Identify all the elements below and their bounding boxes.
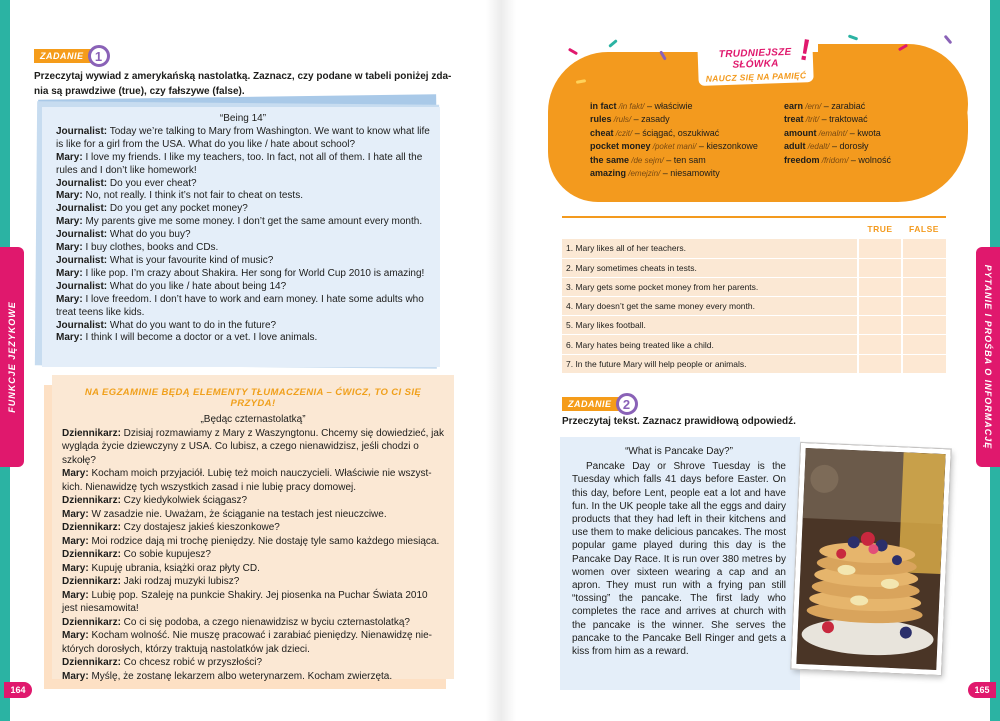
speaker-label: Mary: [62, 468, 89, 479]
speaker-label: Journalist: [56, 280, 108, 292]
true-checkbox-cell[interactable] [858, 297, 902, 316]
dialogue-line [56, 229, 430, 242]
dialogue-line [56, 203, 430, 216]
dialogue-text: What is your favourite kind of music? [107, 254, 274, 266]
table-row [562, 335, 946, 354]
table-header-row [562, 217, 946, 239]
dialogue-line [62, 562, 444, 576]
statement-cell: 4. Mary doesn’t get the same money every month. [562, 297, 858, 316]
dialogue-text: I love freedom. I don’t have to work and earn money. I hate some adults who treat teens like kids. [56, 293, 424, 318]
speaker-label: Mary: [56, 293, 83, 305]
dialogue-text: Today we’re talking to Mary from Washington. We want to know what life is like for a girl from the USA. What do you like / hate about school? [56, 125, 430, 150]
vocab-title-card [697, 38, 813, 86]
vocab-word: treat [784, 114, 804, 125]
vocab-entry [590, 167, 758, 180]
speaker-label: Journalist: [56, 203, 108, 215]
dialogue-text: I think I will become a doctor or a vet. I love animals. [82, 332, 318, 344]
vocab-subtitle: NAUCZ SIĘ NA PAMIĘĆ [705, 70, 807, 84]
statement-cell: 2. Mary sometimes cheats in tests. [562, 258, 858, 277]
dialogue-line [56, 178, 430, 191]
task-1-instruction-line: Przeczytaj wywiad z amerykańską nastolatką. Zaznacz, czy podane w tabeli poniżej zda- [34, 71, 452, 82]
vocab-entry [784, 127, 891, 140]
table-body [562, 239, 946, 373]
dialogue-text: Kupuję ubrania, książki oraz płyty CD. [88, 562, 260, 574]
vocab-entry [590, 140, 758, 153]
vocab-meaning: – ten sam [663, 154, 706, 165]
interview-dialogue [56, 126, 430, 345]
vocab-meaning: – dorosły [829, 141, 869, 152]
dialogue-line [56, 281, 430, 294]
speaker-label: Journalist: [56, 125, 108, 137]
vocab-entry [784, 140, 891, 153]
dialogue-text: No, not really. I think it’s not fair to cheat on tests. [82, 190, 303, 202]
confetti-icon [608, 39, 618, 48]
vocab-meaning: – wolność [848, 154, 891, 165]
speaker-label: Dziennikarz: [62, 495, 121, 506]
vocab-pronunciation: /de sejm/ [629, 155, 664, 165]
confetti-icon [848, 34, 858, 40]
exclamation-icon: ! [797, 33, 813, 68]
false-checkbox-cell[interactable] [902, 335, 946, 354]
statement-cell: 3. Mary gets some pocket money from her parents. [562, 277, 858, 296]
dialogue-text: Kocham wolność. Nie muszę pracować i zarabiać pieniędzy. Nienawidzę niektórych dorosłych, którzy traktują nastolatków jak dzieci. [62, 630, 433, 655]
speaker-label: Dziennikarz: [62, 576, 121, 587]
vocab-pronunciation: /in fakt/ [616, 102, 645, 111]
dialogue-text: I like pop. I’m crazy about Shakira. Her song for World Cup 2010 is amazing! [82, 267, 425, 279]
table-header-true: TRUE [858, 217, 902, 239]
vocab-word: rules [590, 114, 612, 125]
statement-cell: 5. Mary likes football. [562, 316, 858, 335]
vocab-word: pocket money [590, 141, 651, 152]
vocab-pronunciation: /czit/ [613, 128, 633, 138]
table-row [562, 316, 946, 335]
vocab-word: amount [784, 127, 817, 138]
dialogue-line [62, 494, 444, 508]
speaker-label: Dziennikarz: [62, 549, 121, 560]
side-tab-right-label: PYTANIE I PROŚBA O INFORMACJĘ [983, 264, 993, 450]
task-2-label [562, 393, 638, 415]
table-row [562, 239, 946, 258]
false-checkbox-cell[interactable] [902, 297, 946, 316]
dialogue-text: Kocham moich przyjaciół. Lubię też moich nauczycieli. Właściwie nie wszystkich. Nienawidzę tych wszystkich zasad i nie lubię pracy domowej. [62, 468, 432, 493]
dialogue-line [56, 152, 430, 178]
dialogue-line [62, 670, 444, 684]
vocab-meaning: – ściągać, oszukiwać [632, 127, 720, 138]
reading-box [560, 437, 800, 690]
dialogue-text: I buy clothes, books and CDs. [82, 242, 219, 254]
task-1-number: 1 [88, 45, 110, 67]
vocab-entry [784, 113, 891, 126]
dialogue-line [62, 427, 444, 468]
vocab-entry [590, 127, 758, 140]
vocab-word: earn [784, 101, 804, 111]
false-checkbox-cell[interactable] [902, 239, 946, 258]
false-checkbox-cell[interactable] [902, 316, 946, 335]
translation-title: „Będąc czternastolatką” [200, 414, 306, 425]
translation-dialogue [62, 427, 444, 684]
vocab-pronunciation: /emalnt/ [816, 128, 848, 138]
false-checkbox-cell[interactable] [902, 258, 946, 277]
reading-text: Pancake Day or Shrove Tuesday is the Tuesday which falls 41 days before Easter. On this day, before Lent, people eat a lot and have fun. In the UK people take all the eggs and dairy products that they had left in their kitchens and use them to make delicious pancakes. The most popular game played during this day is the Pancake Day Race. It is run over 380 metres by women over sixteen wearing a cap and an apron. They must run with a frying pan still “tossing” the pancake. The first lady who completes the race and arrives at church with the pancake is the winner. She serves the pancake to the Pancake Bell Ringer and gets a kiss from him as a reward. [572, 461, 786, 658]
table-header-statement [562, 217, 858, 239]
true-false-table [562, 216, 946, 374]
table-row [562, 277, 946, 296]
dialogue-text: What do you like / hate about being 14? [107, 280, 287, 292]
vocab-word: adult [784, 141, 806, 152]
vocab-word: in fact [590, 101, 617, 111]
true-checkbox-cell[interactable] [858, 316, 902, 335]
vocab-meaning: – zarabiać [821, 101, 866, 111]
vocab-meaning: – kwota [847, 127, 881, 138]
dialogue-line [62, 616, 444, 630]
dialogue-line [56, 268, 430, 281]
dialogue-text: What do you buy? [107, 229, 191, 241]
speaker-label: Mary: [62, 562, 89, 574]
dialogue-text: Co chcesz robić w przyszłości? [120, 657, 263, 668]
speaker-label: Mary: [62, 589, 89, 601]
book-gutter [486, 0, 516, 721]
dialogue-text: Co sobie kupujesz? [120, 549, 211, 560]
pancake-stack-image [796, 448, 945, 670]
vocab-meaning: – kieszonkowe [696, 141, 758, 152]
speaker-label: Mary: [56, 216, 83, 228]
dialogue-text: I love my friends. I like my teachers, too. In fact, not all of them. I hate all the rules and I don’t like homework! [56, 151, 423, 176]
side-tab-left-label: FUNKCJE JĘZYKOWE [7, 301, 17, 413]
speaker-label: Mary: [62, 630, 89, 641]
speaker-label: Dziennikarz: [62, 657, 121, 668]
vocab-pronunciation: /fridom/ [819, 155, 849, 165]
speaker-label: Mary: [62, 535, 89, 547]
dialogue-line [56, 126, 430, 152]
task-2-pill: ZADANIE [562, 397, 620, 411]
confetti-icon [568, 48, 578, 56]
statement-cell: 6. Mary hates being treated like a child. [562, 335, 858, 354]
vocab-list-left [590, 100, 758, 180]
vocab-pronunciation: /emejzin/ [626, 169, 661, 179]
page-number-right: 165 [968, 682, 996, 698]
dialogue-line [62, 535, 444, 549]
dialogue-line [62, 629, 444, 656]
table-header-false: FALSE [902, 217, 946, 239]
dialogue-line [56, 216, 430, 229]
dialogue-line [56, 190, 430, 203]
speaker-label: Mary: [62, 508, 89, 520]
reading-title: “What is Pancake Day?” [625, 446, 733, 457]
speaker-label: Mary: [56, 151, 83, 163]
speaker-label: Dziennikarz: [62, 616, 121, 628]
vocab-entry [590, 100, 758, 113]
vocab-entry [784, 100, 891, 113]
dialogue-text: Lubię pop. Szaleję na punkcie Shakiry. Jej piosenka na Puchar Świata 2010 jest niesamowita! [62, 589, 428, 614]
dialogue-text: Czy dostajesz jakieś kieszonkowe? [120, 522, 280, 533]
side-tab-right [976, 247, 1000, 467]
speaker-label: Dziennikarz: [62, 522, 121, 533]
dialogue-text: Myślę, że zostanę lekarzem albo weterynarzem. Kocham zwierzęta. [88, 670, 393, 682]
dialogue-line [62, 467, 444, 494]
dialogue-text: Jaki rodzaj muzyki lubisz? [120, 576, 240, 587]
speaker-label: Mary: [56, 190, 83, 202]
dialogue-line [56, 242, 430, 255]
task-1-pill: ZADANIE [34, 49, 92, 63]
dialogue-line [56, 255, 430, 268]
statement-cell: 1. Mary likes all of her teachers. [562, 239, 858, 258]
vocab-pronunciation: /trit/ [803, 115, 820, 125]
dialogue-line [62, 508, 444, 522]
speaker-label: Mary: [56, 332, 83, 344]
vocab-entry [590, 154, 758, 167]
table-row [562, 258, 946, 277]
dialogue-line [62, 575, 444, 589]
side-tab-left [0, 247, 24, 467]
vocab-entry [784, 154, 891, 167]
speaker-label: Mary: [62, 670, 89, 682]
true-checkbox-cell[interactable] [858, 239, 902, 258]
interview-box [42, 107, 440, 367]
interview-card [34, 97, 442, 369]
dialogue-line [62, 589, 444, 616]
speaker-label: Journalist: [56, 177, 108, 189]
vocab-title: TRUDNIEJSZE SŁÓWKA [718, 46, 792, 71]
vocab-meaning: – niesamowity [660, 168, 720, 179]
pancake-photo [791, 443, 951, 675]
dialogue-text: My parents give me some money. I don’t get the same amount every month. [82, 216, 423, 228]
vocab-word: cheat [590, 127, 614, 138]
dialogue-text: Dzisiaj rozmawiamy z Mary z Waszyngtonu. Chcemy się dowiedzieć, jak wygląda życie dziewczyny z USA. Co lubisz, a czego nienawidzisz, jeśli chodzi o szkołę? [62, 427, 444, 466]
dialogue-text: Czy kiedykolwiek ściągasz? [120, 495, 248, 506]
vocab-pronunciation: /ern/ [803, 102, 822, 111]
true-checkbox-cell[interactable] [858, 258, 902, 277]
dialogue-line [56, 332, 430, 345]
page-number-left: 164 [4, 682, 32, 698]
vocabulary-panel [548, 33, 968, 208]
vocab-word: the same [590, 154, 630, 165]
table-row [562, 354, 946, 373]
table-row [562, 297, 946, 316]
vocab-word: freedom [784, 154, 820, 165]
speaker-label: Dziennikarz: [62, 427, 121, 439]
dialogue-line [62, 521, 444, 535]
statement-cell: 7. In the future Mary will help people or animals. [562, 354, 858, 373]
vocab-list-right [784, 100, 891, 167]
vocab-pronunciation: /ruls/ [611, 115, 632, 125]
vocab-pronunciation: /edalt/ [805, 142, 830, 152]
task-1-label [34, 45, 110, 67]
dialogue-text: Co ci się podoba, a czego nienawidzisz w byciu czternastolatką? [120, 616, 410, 628]
dialogue-text: What do you want to do in the future? [107, 319, 277, 331]
dialogue-line [56, 294, 430, 320]
speaker-label: Mary: [56, 242, 83, 254]
vocab-meaning: – traktować [819, 114, 868, 125]
false-checkbox-cell[interactable] [902, 354, 946, 373]
true-checkbox-cell[interactable] [858, 335, 902, 354]
vocab-meaning: – zasady [631, 114, 670, 125]
dialogue-text: Do you ever cheat? [107, 177, 197, 189]
true-checkbox-cell[interactable] [858, 277, 902, 296]
speaker-label: Journalist: [56, 254, 108, 266]
true-checkbox-cell[interactable] [858, 354, 902, 373]
interview-title: “Being 14” [219, 113, 267, 124]
false-checkbox-cell[interactable] [902, 277, 946, 296]
confetti-icon [944, 35, 953, 45]
dialogue-line [56, 320, 430, 333]
task-2-instruction: Przeczytaj tekst. Zaznacz prawidłową odpowiedź. [562, 416, 796, 427]
speaker-label: Journalist: [56, 319, 108, 331]
dialogue-text: Moi rodzice dają mi trochę pieniędzy. Nie dostaję tyle samo każdego miesiąca. [88, 535, 440, 547]
task-2-number: 2 [616, 393, 638, 415]
vocab-meaning: – właściwie [644, 101, 693, 111]
dialogue-text: W zasadzie nie. Uważam, że ściąganie na testach jest nieuczciwe. [88, 508, 387, 520]
translation-box [52, 375, 454, 682]
dialogue-line [62, 656, 444, 670]
dialogue-text: Do you get any pocket money? [107, 203, 248, 215]
speaker-label: Journalist: [56, 229, 108, 241]
vocab-pronunciation: /poket mani/ [650, 142, 697, 152]
vocab-entry [590, 113, 758, 126]
vocab-word: amazing [590, 168, 627, 179]
speaker-label: Mary: [56, 267, 83, 279]
translation-heading: NA EGZAMINIE BĘDĄ ELEMENTY TŁUMACZENIA – ĆWICZ, TO CI SIĘ PRZYDA! [84, 387, 422, 409]
dialogue-line [62, 548, 444, 562]
task-1-instruction-line: nia są prawdziwe (true), czy fałszywe (false). [34, 86, 245, 97]
